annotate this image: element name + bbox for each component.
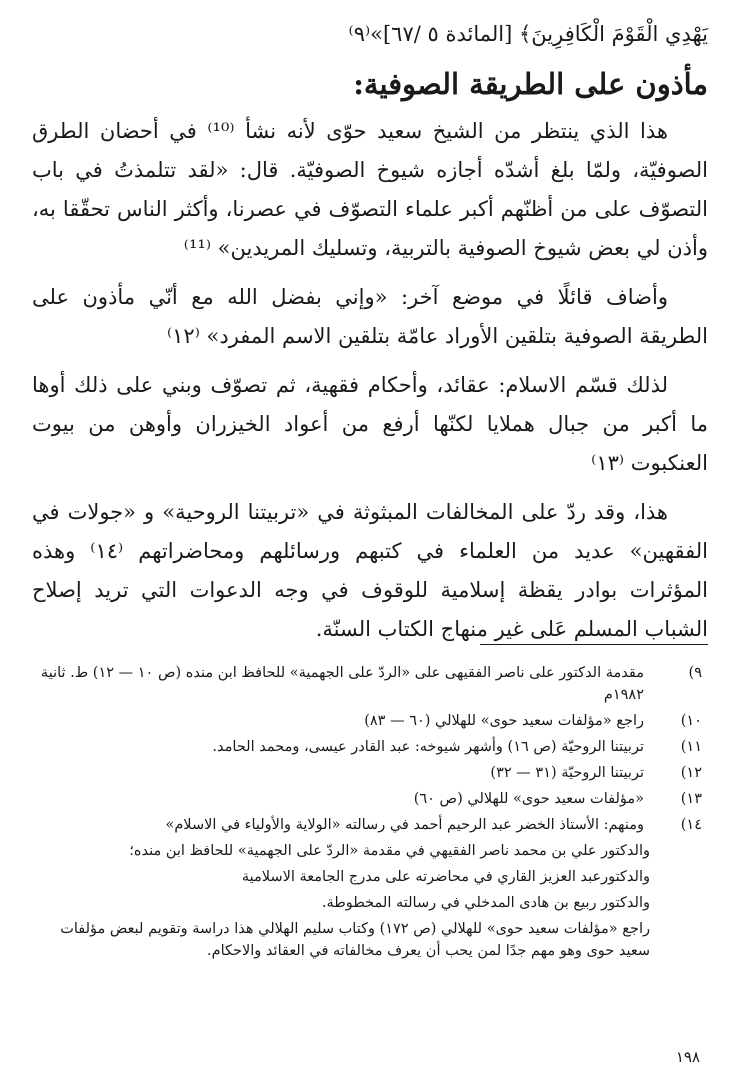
footnote-12 — [32, 762, 708, 784]
footnote-number: ١٢) — [680, 765, 702, 781]
footnotes — [32, 662, 708, 966]
footnote-13 — [32, 788, 708, 810]
footnote-text: ومنهم: الأستاذ الخضر عبد الرحيم أحمد في رسالته «الولاية والأولياء في الاسلام» — [165, 817, 644, 833]
footnote-11 — [32, 736, 708, 758]
footnote-divider — [480, 644, 708, 645]
footnote-text: تربيتنا الروحيّة (ص ١٦) وأشهر شيوخه: عبد القادر عيسى، ومحمد الحامد. — [212, 739, 644, 755]
footnote-continuation-line: والدكتور علي بن محمد ناصر الفقيهي في مقدمة «الردّ على الجهمية» للحافظ ابن منده؛ — [129, 843, 650, 859]
footnote-continuation-line: والدكتورعبد العزيز القاري في محاضرته على مدرج الجامعة الاسلامية — [241, 869, 650, 885]
section-heading: مأذون على الطريقة الصوفية: — [353, 67, 708, 101]
footnote-number: ١١) — [680, 739, 702, 755]
paragraph-3: لذلك قسّم الاسلام: عقائد، وأحكام فقهية، ثم تصوّف وبني على ذلك أوها ما أكبر من جبال هملايا لكنّها أرفع من أعواد الخيزران وأوهن من بيوت العنكبوت ⁽١٣⁾ — [32, 373, 708, 475]
footnote-number: ١٤) — [680, 817, 702, 833]
footnote-text: مقدمة الدكتور على ناصر الفقيهى على «الردّ على الجهمية» للحافظ ابن منده (ص ١٠ — ١٢) ط. ثانية ١٩٨٢م — [40, 665, 644, 703]
footnote-continuation-line: والدكتور ربيع بن هادى المدخلي في رسالته المخطوطة. — [321, 895, 650, 911]
footnote-number: ١٠) — [680, 713, 702, 729]
footnote-continuation-line: راجع «مؤلفات سعيد حوى» للهلالي (ص ١٧٢) وكتاب سليم الهلالي هذا دراسة وتقويم لبعض مؤلفات سعيد حوى وهو مهم جدًا لمن يحب أن يعرف مخالفاته في العقائد والاحكام. — [60, 921, 650, 959]
document-page — [32, 12, 708, 1066]
page-number: ١٩٨ — [675, 1048, 700, 1066]
paragraph-2: وأضاف قائلًا في موضع آخر: «وإني بفضل الله مع أنّي مأذون على الطريقة الصوفية بتلقين الأوراد عامّة بتلقين الاسم المفرد» ⁽١٢⁾ — [32, 285, 708, 348]
footnote-14 — [32, 814, 708, 836]
paragraph-1: هذا الذي ينتظر من الشيخ سعيد حوّى لأنه نشأ ⁽¹⁰⁾ في أحضان الطرق الصوفيّة، ولمّا بلغ أشدّه أجازه شيوخ الصوفيّة. قال: «لقد تتلمذتُ في باب التصوّف على من أظنّهم أكبر علماء التصوّف في عصرنا، وأكثر الناس تحقّقا به، وأذن لي بعض شيوخ الصوفية بالتربية، وتسليك المريدين» ⁽¹¹⁾ — [32, 119, 708, 260]
footnote-text: «مؤلفات سعيد حوى» للهلالي (ص ٦٠) — [413, 791, 644, 807]
verse-line: يَهْدِي الْقَوْمَ الْكَافِرِينَ﴾ [المائدة ٥ /٦٧]»⁽٩⁾ — [348, 22, 708, 46]
footnote-10 — [32, 710, 708, 732]
footnote-text: راجع «مؤلفات سعيد حوى» للهلالي (٦٠ — ٨٣) — [364, 713, 644, 729]
footnote-number: ٩) — [688, 665, 702, 681]
footnote-text: تربيتنا الروحيّة (٣١ — ٣٢) — [490, 765, 644, 781]
footnote-number: ١٣) — [680, 791, 702, 807]
footnote-9 — [32, 662, 708, 706]
paragraph-4: هذا، وقد ردّ على المخالفات المبثوثة في «تربيتنا الروحية» و «جولات في الفقهين» عديد من العلماء في كتبهم ورسائلهم ومحاضراتهم ⁽١٤⁾ وهذه المؤثرات بوادر يقظة إسلامية للوقوف في وجه الدعوات التي تريد إصلاح الشباب المسلم عَلى غير منهاج الكتاب السنّة. — [32, 500, 708, 641]
